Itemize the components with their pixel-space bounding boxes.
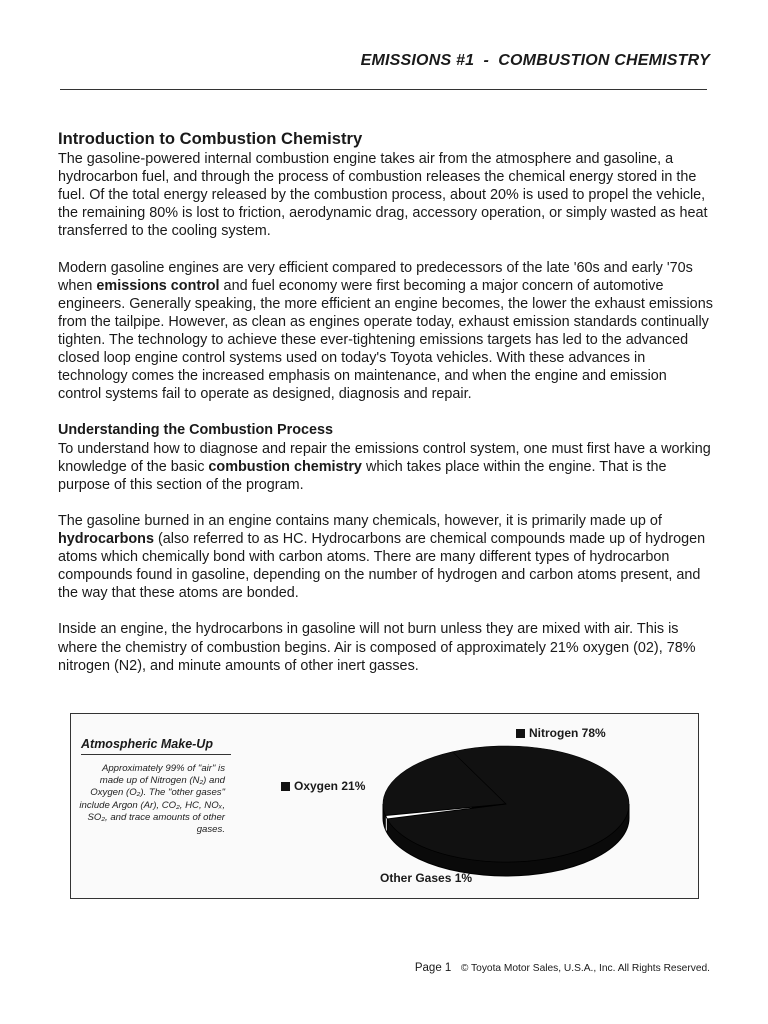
intro-paragraph-2: Modern gasoline engines are very efficient compared to predecessors of the late '60s and early '70s when emissions control and fuel economy were first becoming a major concern of automotive engineers. Generally speaking, the more efficient an engine becomes, the lower the exhaust emissions from the tailpipe. However, as clean as engines operate today, exhaust emission standards continually tighten. The technology to achieve these ever-tightening emissions targets has led to the advanced closed loop engine control systems used on today's Toyota vehicles. With these advances in technology comes the increased emphasis on maintenance, and when the engine and emission control systems fail to operate as designed, diagnosis and repair. xyxy=(58,259,713,403)
section-title: Introduction to Combustion Chemistry xyxy=(58,129,363,148)
legend-nitrogen: Nitrogen 78% xyxy=(516,726,606,740)
document-body xyxy=(58,129,713,693)
page-number: Page 1 xyxy=(414,962,452,974)
process-paragraph-3: Inside an engine, the hydrocarbons in gasoline will not burn unless they are mixed with air. This is where the chemistry of combustion begins. Air is composed of approximately 21% oxygen (02), 78% nitrogen (N2), and minute amounts of other inert gasses. xyxy=(58,621,696,674)
figure-caption: Approximately 99% of "air" is made up of Nitrogen (N₂) and Oxygen (O₂). The "other gases" include Argon (Ar), CO₂, HC, NOₓ, SO₂, and trace amounts of other gases. xyxy=(79,763,225,836)
page-footer xyxy=(415,962,710,974)
pie-slice-other-gases-edge xyxy=(385,815,387,833)
process-paragraph-2: The gasoline burned in an engine contains many chemicals, however, it is primarily made up of hydrocarbons (also referred to as HC. Hydrocarbons are chemical compounds made up of hydrogen atoms which chemically bond with carbon atoms. There are many different types of hydrocarbon compounds found in gasoline, depending on the number of hydrogen and carbon atoms present, and the way that these atoms are bonded. xyxy=(58,512,706,602)
emissions-control-term: emissions control xyxy=(96,277,220,294)
intro-paragraph-1: The gasoline-powered internal combustion engine takes air from the atmosphere and gasoline, a hydrocarbon fuel, and through the process of combustion releases the chemical energy stored in the fuel. Of the total energy released by the combustion process, about 20% is used to propel the vehicle, the remaining 80% is lost to friction, aerodynamic drag, accessory operation, or simply wasted as heat transferred to the cooling system. xyxy=(58,151,708,240)
hydrocarbons-term: hydrocarbons xyxy=(58,530,154,547)
legend-swatch-oxygen xyxy=(281,782,290,791)
atmospheric-makeup-figure xyxy=(70,713,699,899)
legend-other-gases: Other Gases 1% xyxy=(380,871,473,885)
process-paragraph-1: To understand how to diagnose and repair the emissions control system, one must first have a working knowledge of the basic combustion chemistry which takes place within the engine. That is the purpose of this section of the program. xyxy=(58,440,711,493)
figure-title: Atmospheric Make-Up xyxy=(81,737,213,751)
subsection-title: Understanding the Combustion Process xyxy=(58,422,334,439)
page-header-title: EMISSIONS #1 - COMBUSTION CHEMISTRY xyxy=(360,52,710,69)
combustion-chemistry-term: combustion chemistry xyxy=(208,458,362,475)
legend-swatch-nitrogen xyxy=(516,729,525,738)
copyright: © Toyota Motor Sales, U.S.A., Inc. All Rights Reserved. xyxy=(460,963,710,974)
header-divider xyxy=(60,89,707,90)
legend-oxygen: Oxygen 21% xyxy=(281,779,365,793)
